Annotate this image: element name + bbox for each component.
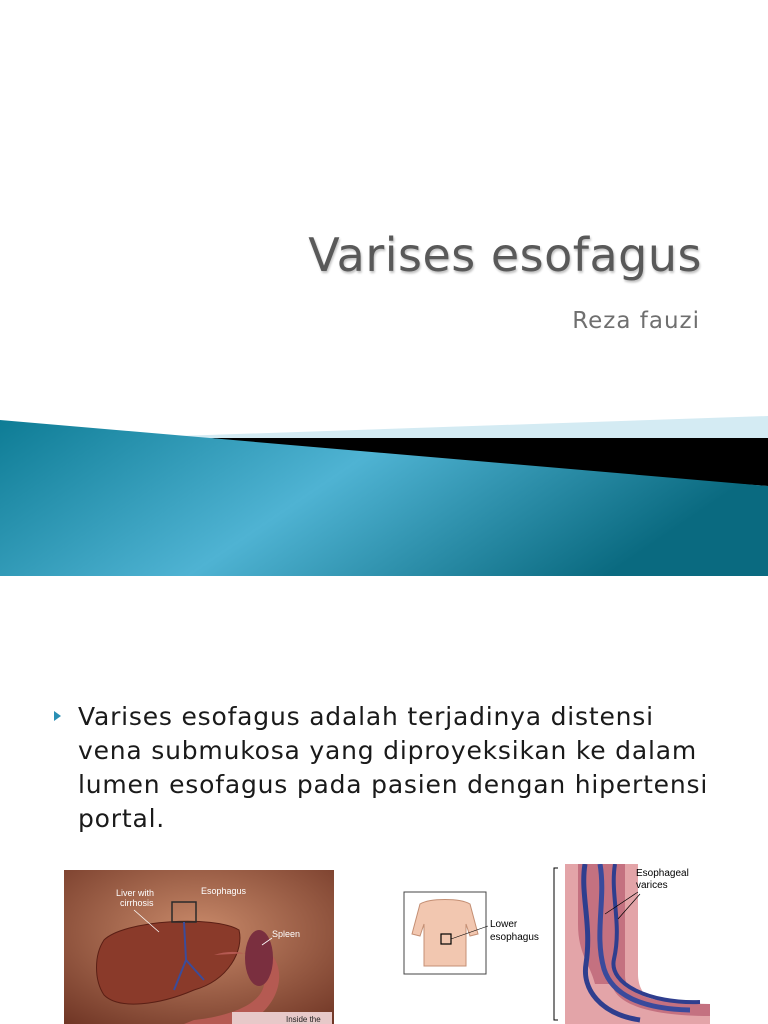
- bullet-arrow-icon: [54, 711, 61, 721]
- label-varices-line1: Esophageal: [636, 868, 689, 879]
- bullet-text: Varises esofagus adalah terjadinya distensi vena submukosa yang diproyeksikan ke dalam lumen esofagus pada pasien dengan hipertensi portal.: [78, 702, 709, 833]
- label-inside: Inside the: [286, 1015, 321, 1024]
- label-liver-line2: cirrhosis: [120, 898, 154, 908]
- label-esophagus: Esophagus: [201, 886, 247, 896]
- slide-subtitle: Reza fauzi: [572, 308, 700, 334]
- decorative-band: [0, 400, 768, 576]
- slide-title: Varises esofagus: [308, 228, 702, 282]
- bullet-item: [54, 700, 714, 836]
- label-liver-line1: Liver with: [116, 888, 155, 898]
- liver-anatomy-image: [64, 870, 334, 1024]
- content-slide: [0, 576, 768, 1024]
- spleen-shape: [245, 930, 273, 986]
- label-lower-line2: esophagus: [490, 932, 539, 943]
- label-varices-line2: varices: [636, 880, 668, 891]
- label-lower-line1: Lower: [490, 919, 518, 930]
- band-pale-stripe: [120, 416, 768, 440]
- varices-diagram-image: [400, 864, 710, 1024]
- label-spleen: Spleen: [272, 929, 301, 939]
